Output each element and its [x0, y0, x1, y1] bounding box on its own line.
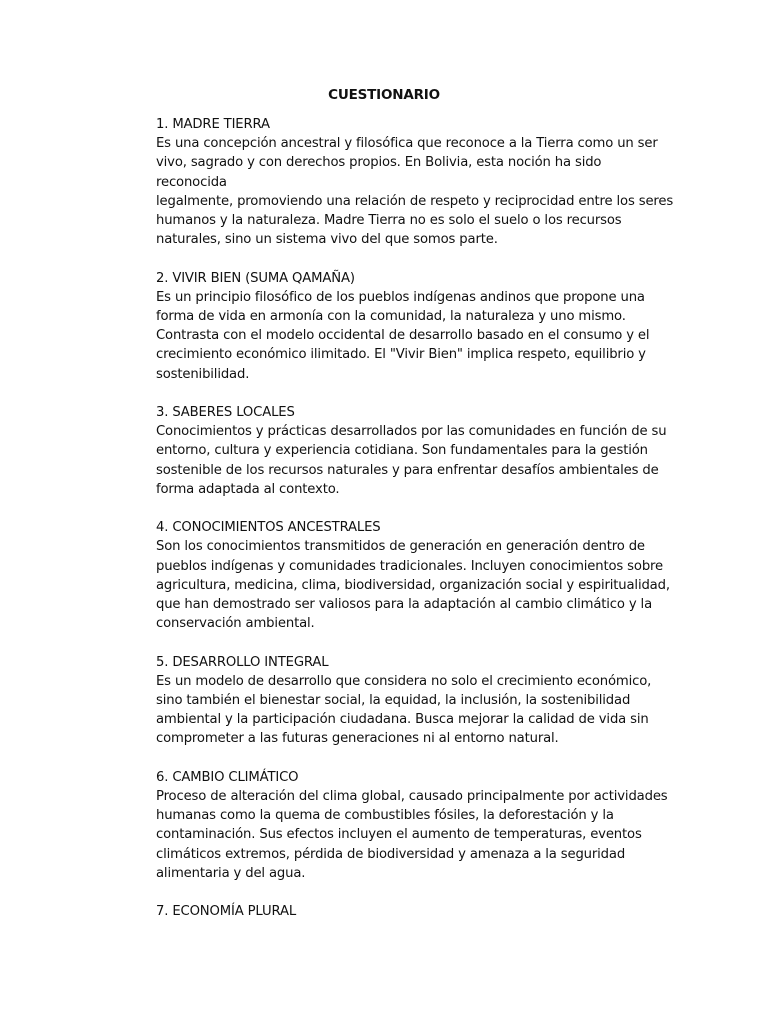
- section-heading: 1. MADRE TIERRA: [156, 117, 270, 132]
- section-desarrollo-integral: [156, 653, 676, 749]
- section-body: Proceso de alteración del clima global, causado principalmente por actividades humanas como la quema de combustibles fósiles, la deforestación y la contaminación. Sus efectos incluyen el aumento de temperaturas, eventos climáticos extremos, pérdida de biodiversidad y amenaza a la seguridad alimentaria y del agua.: [156, 789, 668, 881]
- section-body: Son los conocimientos transmitidos de generación en generación dentro de pueblos indígenas y comunidades tradicionales. Incluyen conocimientos sobre agricultura, medicina, clima, biodiversidad, organización social y espiritualidad, que han demostrado ser valiosos para la adaptación al cambio climático y la conservación ambiental.: [156, 539, 670, 632]
- section-body: Es un principio filosófico de los pueblos indígenas andinos que propone una forma de vida en armonía con la comunidad, la naturaleza y uno mismo. Contrasta con el modelo occidental de desarrollo basado en el consumo y el crecimiento económico ilimitado. El "Vivir Bien" implica respeto, equilibrio y sostenibilidad.: [156, 289, 650, 382]
- section-heading: 4. CONOCIMIENTOS ANCESTRALES: [156, 520, 381, 536]
- section-economia-plural: [156, 902, 676, 921]
- section-vivir-bien: [156, 269, 676, 384]
- section-heading: 5. DESARROLLO INTEGRAL: [156, 654, 329, 670]
- section-list: [156, 115, 676, 941]
- document-title: CUESTIONARIO: [328, 87, 440, 103]
- section-madre-tierra: [156, 115, 676, 249]
- section-saberes-locales: [156, 403, 676, 499]
- section-heading: 3. SABERES LOCALES: [156, 405, 295, 421]
- section-heading: 2. VIVIR BIEN (SUMA QAMAÑA): [156, 270, 355, 286]
- section-heading: 7. ECONOMÍA PLURAL: [156, 904, 297, 920]
- section-conocimientos-ancestrales: [156, 518, 676, 633]
- section-body: Es un modelo de desarrollo que considera no solo el crecimiento económico, sino también el bienestar social, la equidad, la inclusión, la sostenibilidad ambiental y la participación ciudadana. Busca mejorar la calidad de vida sin comprometer a las futuras generaciones ni al entorno natural.: [156, 673, 652, 747]
- section-heading: 6. CAMBIO CLIMÁTICO: [156, 769, 299, 785]
- section-body: Conocimientos y prácticas desarrollados por las comunidades en función de su entorno, cultura y experiencia cotidiana. Son fundamentales para la gestión sostenible de los recursos naturales y para enfrentar desafíos ambientales de forma adaptada al contexto.: [156, 424, 667, 497]
- section-cambio-climatico: [156, 768, 676, 883]
- section-body: Es una concepción ancestral y filosófica que reconoce a la Tierra como un ser vivo, sagrado y con derechos propios. En Bolivia, esta noción ha sido reconocida legalmente, promoviendo una relación de respeto y reciprocidad entre los seres humanos y la naturaleza. Madre Tierra no es solo el suelo o los recursos naturales, sino un sistema vivo del que somos parte.: [156, 136, 674, 248]
